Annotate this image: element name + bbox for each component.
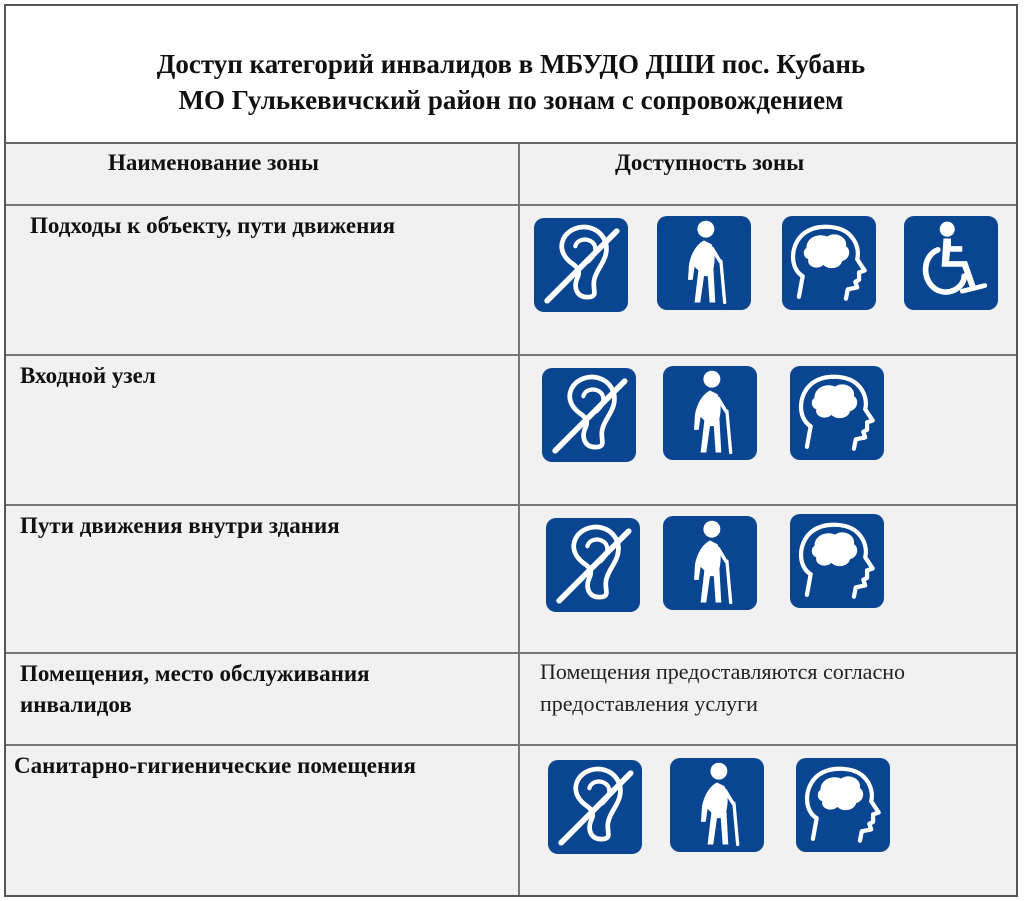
- zone-availability: [520, 746, 1016, 895]
- table-title: [6, 6, 1016, 144]
- title-line-1: Доступ категорий инвалидов в МБУДО ДШИ пос. Кубань: [156, 49, 866, 79]
- zone-availability: [520, 506, 1016, 652]
- availability-note: [540, 656, 905, 720]
- table-row: [6, 356, 1016, 506]
- accessibility-table: [4, 4, 1018, 897]
- zone-name: Входной узел: [20, 363, 156, 388]
- header-zone-name: Наименование зоны: [108, 150, 319, 175]
- hearing-impaired-icon: [548, 760, 642, 854]
- zone-name: Пути движения внутри здания: [20, 513, 340, 538]
- table-row: [6, 506, 1016, 654]
- header-cell-availability: [520, 144, 1016, 204]
- table-row: [6, 746, 1016, 895]
- hearing-impaired-icon: [534, 218, 628, 312]
- header-availability: Доступность зоны: [615, 150, 805, 175]
- zone-name: [20, 658, 370, 720]
- zone-availability: [520, 654, 1016, 744]
- elderly-with-cane-icon: [663, 366, 757, 460]
- mental-disability-icon: [782, 216, 876, 310]
- availability-note-line-2: предоставления услуги: [540, 691, 758, 716]
- hearing-impaired-icon: [542, 368, 636, 462]
- mental-disability-icon: [790, 514, 884, 608]
- mental-disability-icon: [796, 758, 890, 852]
- mental-disability-icon: [790, 366, 884, 460]
- zone-availability: [520, 206, 1016, 354]
- zone-name: Санитарно-гигиенические помещения: [14, 753, 416, 778]
- hearing-impaired-icon: [546, 518, 640, 612]
- header-row: [6, 144, 1016, 206]
- availability-note-line-1: Помещения предоставляются согласно: [540, 659, 905, 684]
- elderly-with-cane-icon: [663, 516, 757, 610]
- zone-name: Подходы к объекту, пути движения: [30, 213, 396, 238]
- table-row: [6, 654, 1016, 746]
- zone-name-line-1: Помещения, место обслуживания: [20, 661, 370, 686]
- header-cell-zone: [6, 144, 520, 204]
- zone-availability: [520, 356, 1016, 504]
- table-row: [6, 206, 1016, 356]
- zone-name-line-2: инвалидов: [20, 692, 132, 717]
- title-line-2: МО Гулькевичский район по зонам с сопровождением: [178, 85, 844, 115]
- elderly-with-cane-icon: [657, 216, 751, 310]
- wheelchair-icon: [904, 216, 998, 310]
- elderly-with-cane-icon: [670, 758, 764, 852]
